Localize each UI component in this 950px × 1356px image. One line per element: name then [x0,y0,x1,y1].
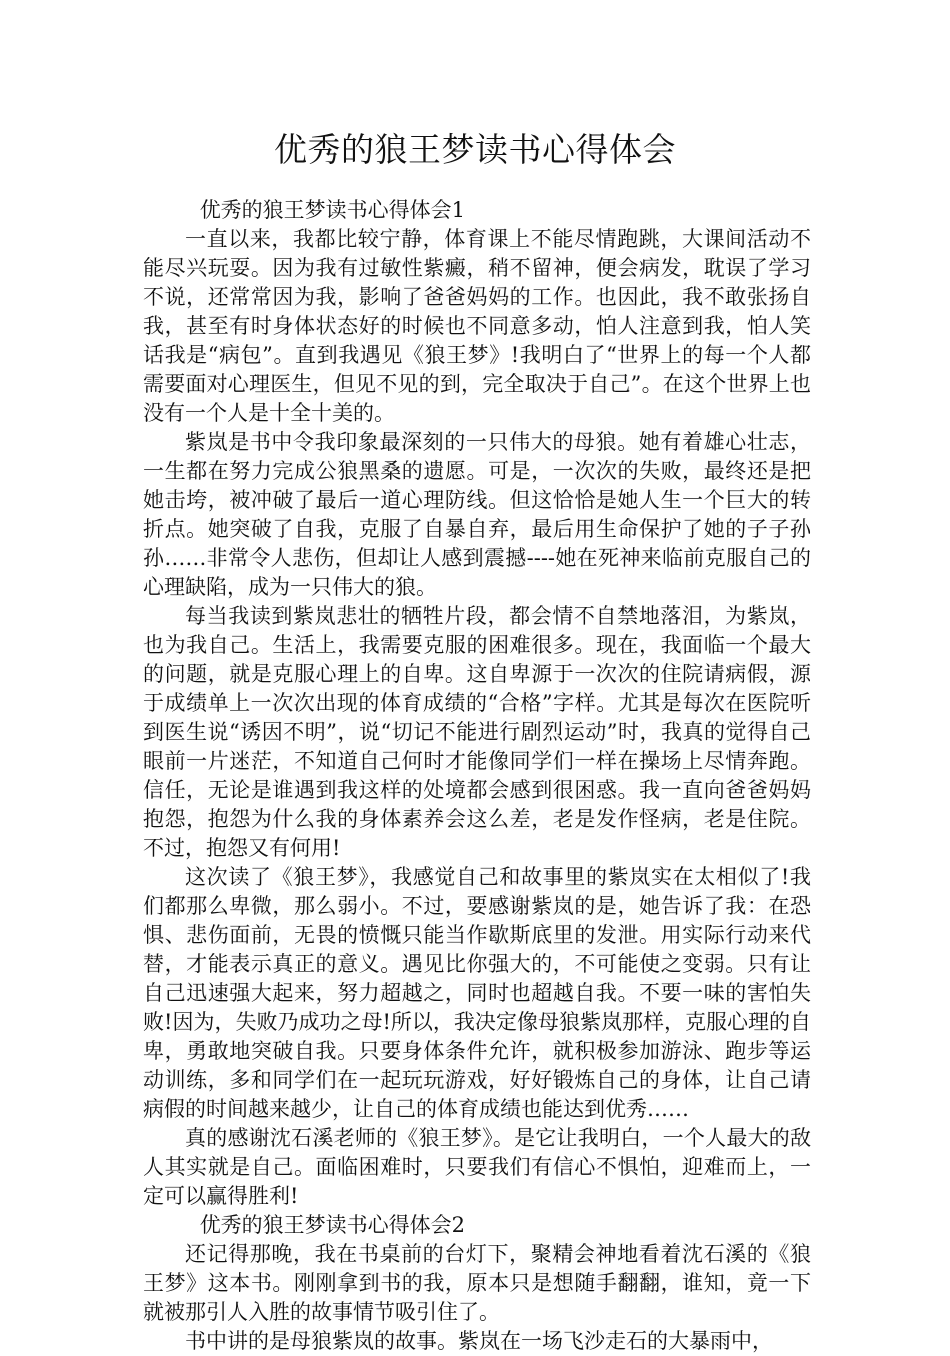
section-heading-1: 优秀的狼王梦读书心得体会1 [199,198,466,222]
document-body [143,196,811,1356]
paragraph: 紫岚是书中令我印象最深刻的一只伟大的母狼。她有着雄心壮志，一生都在努力完成公狼黑桑的遗愿。可是，一次次的失败，最终还是把她击垮，被冲破了最后一道心理防线。但这恰恰是她人生一个巨大的转折点。她突破了自我，克服了自暴自弃，最后用生命保护了她的子子孙孙……非常令人悲伤，但却让人感到震撼----她在死神来临前克服自己的心理缺陷，成为一只伟大的狼。 [143,430,811,599]
paragraph: 书中讲的是母狼紫岚的故事。紫岚在一场飞沙走石的大暴雨中， [185,1329,773,1353]
document-title: 优秀的狼王梦读书心得体会 [274,130,676,169]
paragraph: 这次读了《狼王梦》，我感觉自己和故事里的紫岚实在太相似了!我们都那么卑微，那么弱小。不过，要感谢紫岚的是，她告诉了我：在恐惧、悲伤面前，无畏的愤慨只能当作歇斯底里的发泄。用实际行动来代替，才能表示真正的意义。遇见比你强大的，不可能使之变弱。只有让自己迅速强大起来，努力超越之，同时也超越自我。不要一味的害怕失败!因为，失败乃成功之母!所以，我决定像母狼紫岚那样，克服心理的自卑，勇敢地突破自我。只要身体条件允许，就积极参加游泳、跑步等运动训练，多和同学们在一起玩玩游戏，好好锻炼自己的身体，让自己请病假的时间越来越少，让自己的体育成绩也能达到优秀…… [143,865,811,1121]
paragraph: 每当我读到紫岚悲壮的牺牲片段，都会情不自禁地落泪，为紫岚，也为我自己。生活上，我需要克服的困难很多。现在，我面临一个最大的问题，就是克服心理上的自卑。这自卑源于一次次的住院请病假，源于成绩单上一次次出现的体育成绩的“合格”字样。尤其是每次在医院听到医生说“诱因不明”，说“切记不能进行剧烈运动”时，我真的觉得自己眼前一片迷茫，不知道自己何时才能像同学们一样在操场上尽情奔跑。信任，无论是谁遇到我这样的处境都会感到很困惑。我一直向爸爸妈妈抱怨，抱怨为什么我的身体素养会这么差，老是发作怪病，老是住院。不过，抱怨又有何用! [143,604,811,860]
section-heading-2: 优秀的狼王梦读书心得体会2 [199,1213,466,1237]
paragraph: 真的感谢沈石溪老师的《狼王梦》。是它让我明白，一个人最大的敌人其实就是自己。面临困难时，只要我们有信心不惧怕，迎难而上，一定可以赢得胜利! [143,1126,811,1208]
paragraph: 一直以来，我都比较宁静，体育课上不能尽情跑跳，大课间活动不能尽兴玩耍。因为我有过敏性紫癜，稍不留神，便会病发，耽误了学习不说，还常常因为我，影响了爸爸妈妈的工作。也因此，我不敢张扬自我，甚至有时身体状态好的时候也不同意多动，怕人注意到我，怕人笑话我是“病包”。直到我遇见《狼王梦》!我明白了“世界上的每一个人都需要面对心理医生，但见不见的到，完全取决于自己”。在这个世界上也没有一个人是十全十美的。 [143,227,811,425]
paragraph: 还记得那晚，我在书桌前的台灯下，聚精会神地看着沈石溪的《狼王梦》这本书。刚刚拿到书的我，原本只是想随手翻翻，谁知，竟一下就被那引人入胜的故事情节吸引住了。 [143,1242,811,1324]
